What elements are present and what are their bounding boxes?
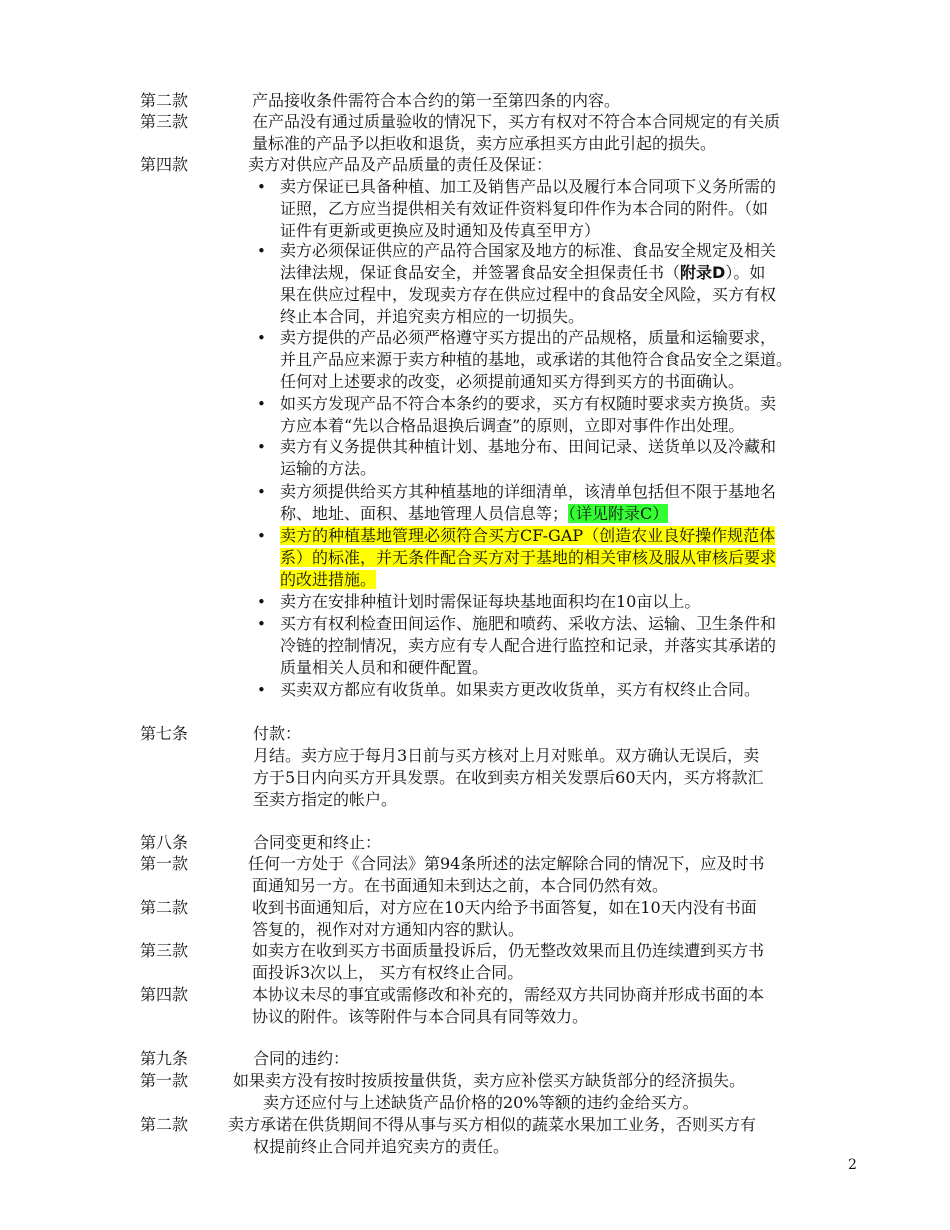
bullet-line: 终止本合同，并追究卖方相应的一切损失。	[280, 307, 585, 326]
clause-line: 收到书面通知后，对方应在10天内给予书面答复，如在10天内没有书面	[252, 898, 757, 917]
clause-text: 卖方对供应产品及产品质量的责任及保证：	[248, 155, 553, 174]
bullet-line: 证件有更新或更换应及时通知及传真至甲方）	[280, 221, 601, 240]
bullet-line: 买卖双方都应有收货单。如果卖方更改收货单，买方有权终止合同。	[280, 680, 761, 699]
bullet-icon: •	[257, 681, 266, 699]
bullet-line: 如买方发现产品不符合本条约的要求，买方有权随时要求卖方换货。卖	[280, 394, 777, 413]
article-label: 第八条	[140, 833, 189, 852]
clause-label: 第二款	[140, 91, 189, 110]
clause-label: 第一款	[140, 1071, 189, 1090]
clause-line: 面通知另一方。在书面通知未到达之前，本合同仍然有效。	[252, 876, 669, 895]
appendix-d-ref: 附录D	[680, 263, 726, 282]
clause-text: 在产品没有通过质量验收的情况下，买方有权对不符合本合同规定的有关质	[252, 112, 781, 131]
bullet-line: 卖方须提供给买方其种植基地的详细清单，该清单包括但不限于基地名	[280, 482, 777, 501]
clause-line: 如果卖方没有按时按质按量供货，卖方应补偿买方缺货部分的经济损失。	[233, 1071, 746, 1090]
bullet-line: 果在供应过程中，发现卖方存在供应过程中的食品安全风险，买方有权	[280, 285, 777, 304]
bullet-line: 卖方必须保证供应的产品符合国家及地方的标准、食品安全规定及相关	[280, 241, 777, 260]
bullet-icon: •	[257, 527, 266, 545]
appendix-c-ref: （详见附录C）	[568, 504, 669, 523]
clause-label: 第三款	[140, 941, 189, 960]
clause-line: 协议的附件。该等附件与本合同具有同等效力。	[252, 1007, 589, 1026]
bullet-line: 系）的标准，并无条件配合买方对于基地的相关审核及服从审核后要求	[280, 548, 777, 567]
article-line: 月结。卖方应于每月3日前与买方核对上月对账单。双方确认无误后，卖	[253, 746, 760, 765]
clause-line: 面投诉3次以上， 买方有权终止合同。	[252, 963, 524, 982]
bullet-line: 方应本着“先以合格品退换后调查”的原则，立即对事件作出处理。	[280, 416, 745, 435]
bullet-line: 并且产品应来源于卖方种植的基地，或承诺的其他符合食品安全之渠道。	[280, 350, 793, 369]
bullet-line: 卖方有义务提供其种植计划、基地分布、田间记录、送货单以及冷藏和	[280, 437, 777, 456]
clause-label: 第二款	[140, 1115, 189, 1134]
bullet-line: 卖方提供的产品必须严格遵守买方提出的产品规格，质量和运输要求，	[280, 328, 777, 347]
bullet-line: 任何对上述要求的改变，必须提前通知买方得到买方的书面确认。	[280, 372, 745, 391]
clause-label: 第二款	[140, 898, 189, 917]
bullet-line: 运输的方法。	[280, 459, 377, 478]
clause-line: 答复的，视作对对方通知内容的默认。	[252, 920, 525, 939]
article-title: 合同变更和终止：	[253, 833, 382, 852]
clause-line: 如卖方在收到买方书面质量投诉后，仍无整改效果而且仍连续遭到买方书	[252, 941, 765, 960]
clause-text: 产品接收条件需符合本合约的第一至第四条的内容。	[252, 91, 621, 110]
article-title: 合同的违约：	[253, 1049, 350, 1068]
bullet-icon: •	[257, 395, 266, 413]
bullet-icon: •	[257, 178, 266, 196]
article-label: 第九条	[140, 1049, 189, 1068]
clause-line: 卖方承诺在供货期间不得从事与买方相似的蔬菜水果加工业务，否则买方有	[228, 1115, 757, 1134]
article-line: 至卖方指定的帐户。	[253, 790, 398, 809]
clause-label: 第四款	[140, 985, 189, 1004]
bullet-line: 法律法规，保证食品安全，并签署食品安全担保责任书（附录D）。如	[280, 263, 766, 282]
bullet-line: 的改进措施。	[280, 570, 377, 589]
bullet-line: 证照，乙方应当提供相关有效证件资料复印件作为本合同的附件。（如	[280, 199, 769, 218]
bullet-line: 质量相关人员和和硬件配置。	[280, 658, 489, 677]
clause-line: 本协议未尽的事宜或需修改和补充的，需经双方共同协商并形成书面的本	[252, 985, 765, 1004]
clause-label: 第四款	[140, 155, 189, 174]
article-line: 方于5日内向买方开具发票。在收到卖方相关发票后60天内，买方将款汇	[253, 768, 764, 787]
bullet-line: 买方有权利检查田间运作、施肥和喷药、采收方法、运输、卫生条件和	[280, 614, 777, 633]
clause-line: 卖方还应付与上述缺货产品价格的20%等额的违约金给买方。	[263, 1093, 699, 1112]
bullet-line: 称、地址、面积、基地管理人员信息等；（详见附录C）	[280, 504, 669, 523]
bullet-icon: •	[257, 329, 266, 347]
clause-label: 第三款	[140, 112, 189, 131]
bullet-icon: •	[257, 593, 266, 611]
clause-line: 权提前终止合同并追究卖方的责任。	[253, 1137, 510, 1156]
clause-label: 第一款	[140, 854, 189, 873]
page-number: 2	[848, 1157, 857, 1173]
bullet-line: 卖方的种植基地管理必须符合买方CF-GAP（创造农业良好操作规范体	[280, 526, 776, 545]
article-label: 第七条	[140, 724, 189, 743]
bullet-line: 卖方在安排种植计划时需保证每块基地面积均在10亩以上。	[280, 592, 701, 611]
bullet-icon: •	[257, 438, 266, 456]
bullet-icon: •	[257, 615, 266, 633]
clause-text: 量标准的产品予以拒收和退货，卖方应承担买方由此引起的损失。	[252, 134, 717, 153]
clause-line: 任何一方处于《合同法》第94条所述的法定解除合同的情况下，应及时书	[248, 854, 765, 873]
bullet-icon: •	[257, 242, 266, 260]
bullet-icon: •	[257, 483, 266, 501]
bullet-line: 卖方保证已具备种植、加工及销售产品以及履行本合同项下义务所需的	[280, 177, 777, 196]
article-title: 付款：	[253, 724, 302, 743]
bullet-line: 冷链的控制情况，卖方应有专人配合进行监控和记录，并落实其承诺的	[280, 636, 777, 655]
